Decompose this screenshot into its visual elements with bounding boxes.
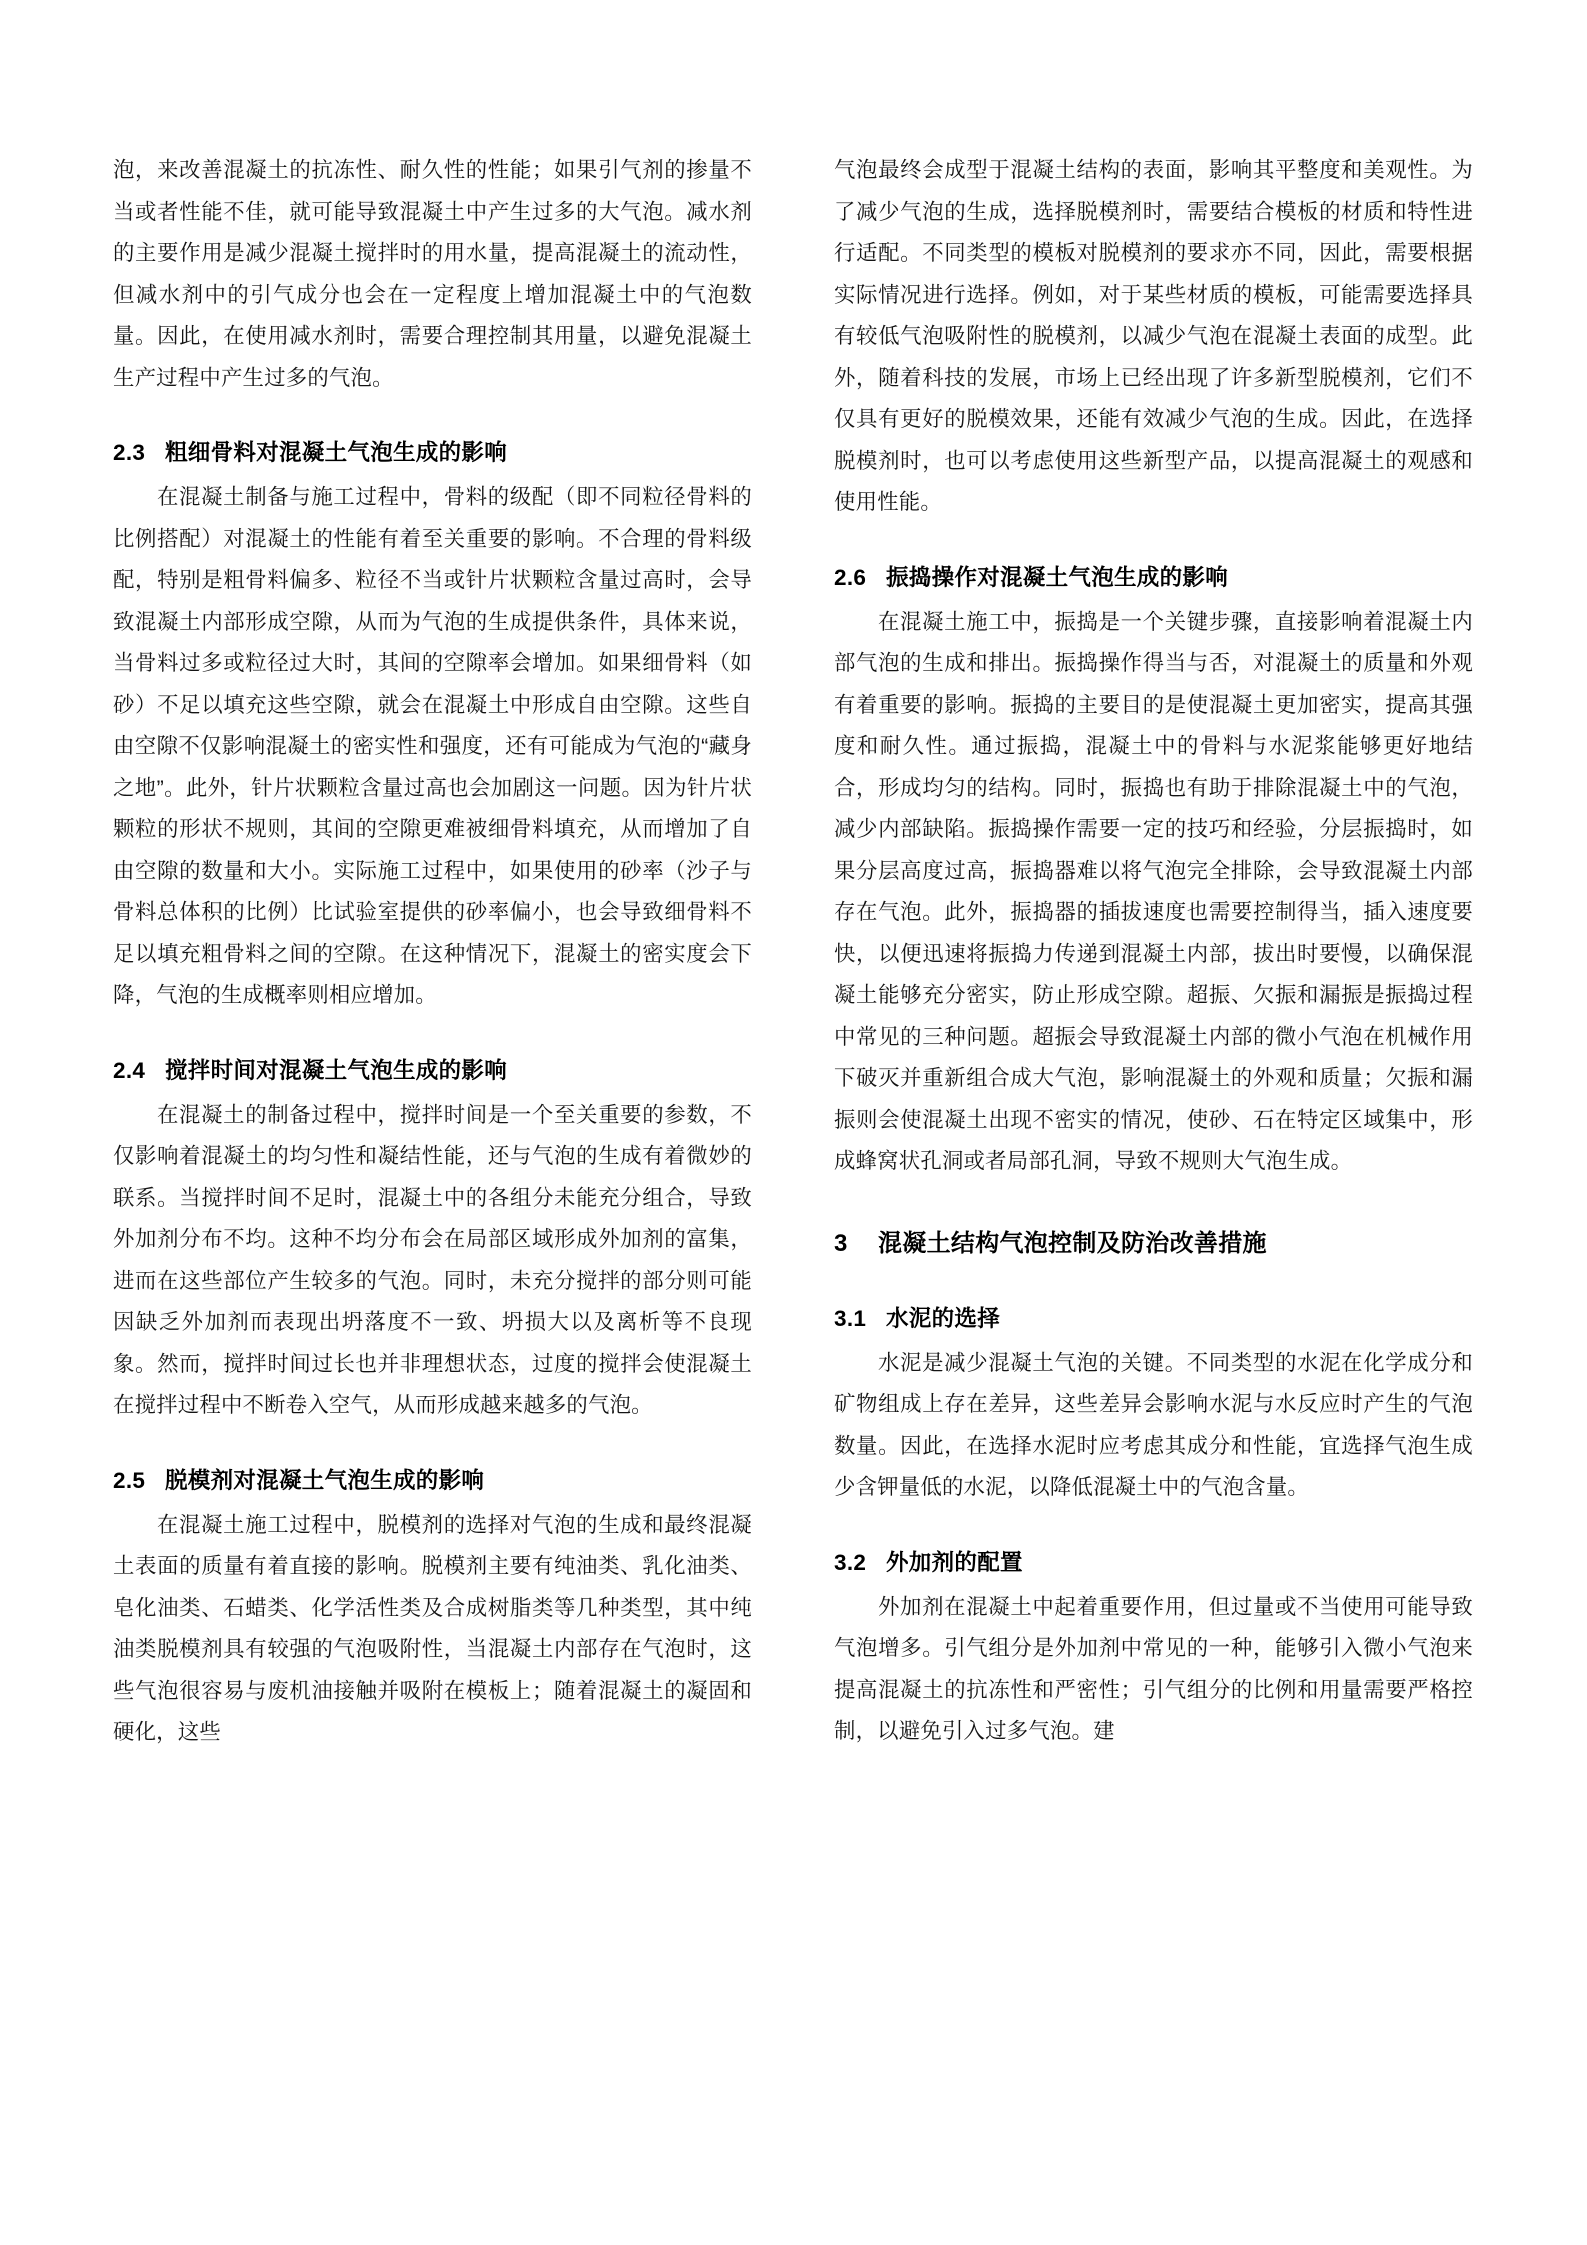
section-number-2-5: 2.5: [113, 1467, 146, 1493]
section-2-5-paragraph: 在混凝土施工过程中，脱模剂的选择对气泡的生成和最终混凝土表面的质量有着直接的影响。脱模剂主要有纯油类、乳化油类、皂化油类、石蜡类、化学活性类及合成树脂类等几种类型，其中纯油类脱模剂具有较强的气泡吸附性，当混凝土内部存在气泡时，这些气泡很容易与废机油接触并吸附在模板上；随着混凝土的凝固和硬化，这些: [113, 1512, 752, 1744]
section-title-3: 混凝土结构气泡控制及防治改善措施: [878, 1229, 1267, 1257]
section-title-2-4: 搅拌时间对混凝土气泡生成的影响: [165, 1057, 508, 1083]
spacer: [834, 1265, 1473, 1299]
section-number-2-3: 2.3: [113, 440, 146, 465]
section-heading-2-5: [113, 1461, 752, 1501]
section-heading-3: [834, 1223, 1473, 1265]
left-column: [113, 150, 752, 1754]
spacer: [834, 524, 1473, 558]
right-column: [834, 150, 1473, 1754]
section-3-2-paragraph: 外加剂在混凝土中起着重要作用，但过量或不当使用可能导致气泡增多。引气组分是外加剂中常见的一种，能够引入微小气泡来提高混凝土的抗冻性和严密性；引气组分的比例和用量需要严格控制，以避免引入过多气泡。建: [834, 1594, 1473, 1743]
section-heading-2-6: [834, 558, 1473, 598]
right-continued-paragraph: 气泡最终会成型于混凝土结构的表面，影响其平整度和美观性。为了减少气泡的生成，选择脱模剂时，需要结合模板的材质和特性进行适配。不同类型的模板对脱模剂的要求亦不同，因此，需要根据实际情况进行选择。例如，对于某些材质的模板，可能需要选择具有较低气泡吸附性的脱模剂，以减少气泡在混凝土表面的成型。此外，随着科技的发展，市场上已经出现了许多新型脱模剂，它们不仅具有更好的脱模效果，还能有效减少气泡的生成。因此，在选择脱模剂时，也可以考虑使用这些新型产品，以提高混凝土的观感和使用性能。: [834, 158, 1473, 514]
section-number-2-6: 2.6: [834, 564, 867, 590]
section-title-3-1: 水泥的选择: [886, 1305, 1001, 1331]
spacer: [834, 1509, 1473, 1543]
spacer: [113, 1427, 752, 1461]
section-number-3-2: 3.2: [834, 1549, 867, 1575]
section-title-2-5: 脱模剂对混凝土气泡生成的影响: [165, 1467, 485, 1493]
section-title-2-3: 粗细骨料对混凝土气泡生成的影响: [165, 440, 508, 465]
two-column-content: [113, 150, 1473, 1754]
section-2-3-paragraph: 在混凝土制备与施工过程中，骨料的级配（即不同粒径骨料的比例搭配）对混凝土的性能有着至关重要的影响。不合理的骨料级配，特别是粗骨料偏多、粒径不当或针片状颗粒含量过高时，会导致混凝土内部形成空隙，从而为气泡的生成提供条件，具体来说，当骨料过多或粒径过大时，其间的空隙率会增加。如果细骨料（如砂）不足以填充这些空隙，就会在混凝土中形成自由空隙。这些自由空隙不仅影响混凝土的密实性和强度，还有可能成为气泡的“藏身之地”。此外，针片状颗粒含量过高也会加剧这一问题。因为针片状颗粒的形状不规则，其间的空隙更难被细骨料填充，从而增加了自由空隙的数量和大小。实际施工过程中，如果使用的砂率（沙子与骨料总体积的比例）比试验室提供的砂率偏小，也会导致细骨料不足以填充粗骨料之间的空隙。在这种情况下，混凝土的密实度会下降，气泡的生成概率则相应增加。: [113, 485, 752, 1007]
section-heading-3-2: [834, 1543, 1473, 1583]
section-heading-2-4: [113, 1051, 752, 1091]
section-3-1-paragraph: 水泥是减少混凝土气泡的关键。不同类型的水泥在化学成分和矿物组成上存在差异，这些差异会影响水泥与水反应时产生的气泡数量。因此，在选择水泥时应考虑其成分和性能，宜选择气泡生成少含钾量低的水泥，以降低混凝土中的气泡含量。: [834, 1350, 1473, 1499]
section-number-3-1: 3.1: [834, 1305, 867, 1331]
left-continued-paragraph: 泡，来改善混凝土的抗冻性、耐久性的性能；如果引气剂的掺量不当或者性能不佳，就可能导致混凝土中产生过多的大气泡。减水剂的主要作用是减少混凝土搅拌时的用水量，提高混凝土的流动性，但减水剂中的引气成分也会在一定程度上增加混凝土中的气泡数量。因此，在使用减水剂时，需要合理控制其用量，以避免混凝土生产过程中产生过多的气泡。: [113, 158, 752, 390]
spacer: [113, 1017, 752, 1051]
section-title-2-6: 振捣操作对混凝土气泡生成的影响: [886, 564, 1229, 590]
section-number-2-4: 2.4: [113, 1057, 146, 1083]
section-heading-2-3: [113, 433, 752, 473]
section-heading-3-1: [834, 1299, 1473, 1339]
section-2-4-paragraph: 在混凝土的制备过程中，搅拌时间是一个至关重要的参数，不仅影响着混凝土的均匀性和凝结性能，还与气泡的生成有着微妙的联系。当搅拌时间不足时，混凝土中的各组分未能充分组合，导致外加剂分布不均。这种不均分布会在局部区域形成外加剂的富集，进而在这些部位产生较多的气泡。同时，未充分搅拌的部分则可能因缺乏外加剂而表现出坍落度不一致、坍损大以及离析等不良现象。然而，搅拌时间过长也并非理想状态，过度的搅拌会使混凝土在搅拌过程中不断卷入空气，从而形成越来越多的气泡。: [113, 1102, 752, 1417]
section-2-6-paragraph: 在混凝土施工中，振捣是一个关键步骤，直接影响着混凝土内部气泡的生成和排出。振捣操作得当与否，对混凝土的质量和外观有着重要的影响。振捣的主要目的是使混凝土更加密实，提高其强度和耐久性。通过振捣，混凝土中的骨料与水泥浆能够更好地结合，形成均匀的结构。同时，振捣也有助于排除混凝土中的气泡，减少内部缺陷。振捣操作需要一定的技巧和经验，分层振捣时，如果分层高度过高，振捣器难以将气泡完全排除，会导致混凝土内部存在气泡。此外，振捣器的插拔速度也需要控制得当，插入速度要快，以便迅速将振捣力传递到混凝土内部，拔出时要慢，以确保混凝土能够充分密实，防止形成空隙。超振、欠振和漏振是振捣过程中常见的三种问题。超振会导致混凝土内部的微小气泡在机械作用下破灭并重新组合成大气泡，影响混凝土的外观和质量；欠振和漏振则会使混凝土出现不密实的情况，使砂、石在特定区域集中，形成蜂窝状孔洞或者局部孔洞，导致不规则大气泡生成。: [834, 609, 1473, 1173]
section-title-3-2: 外加剂的配置: [886, 1549, 1023, 1575]
spacer: [834, 1183, 1473, 1223]
section-number-3: 3: [834, 1229, 848, 1257]
spacer: [113, 399, 752, 433]
